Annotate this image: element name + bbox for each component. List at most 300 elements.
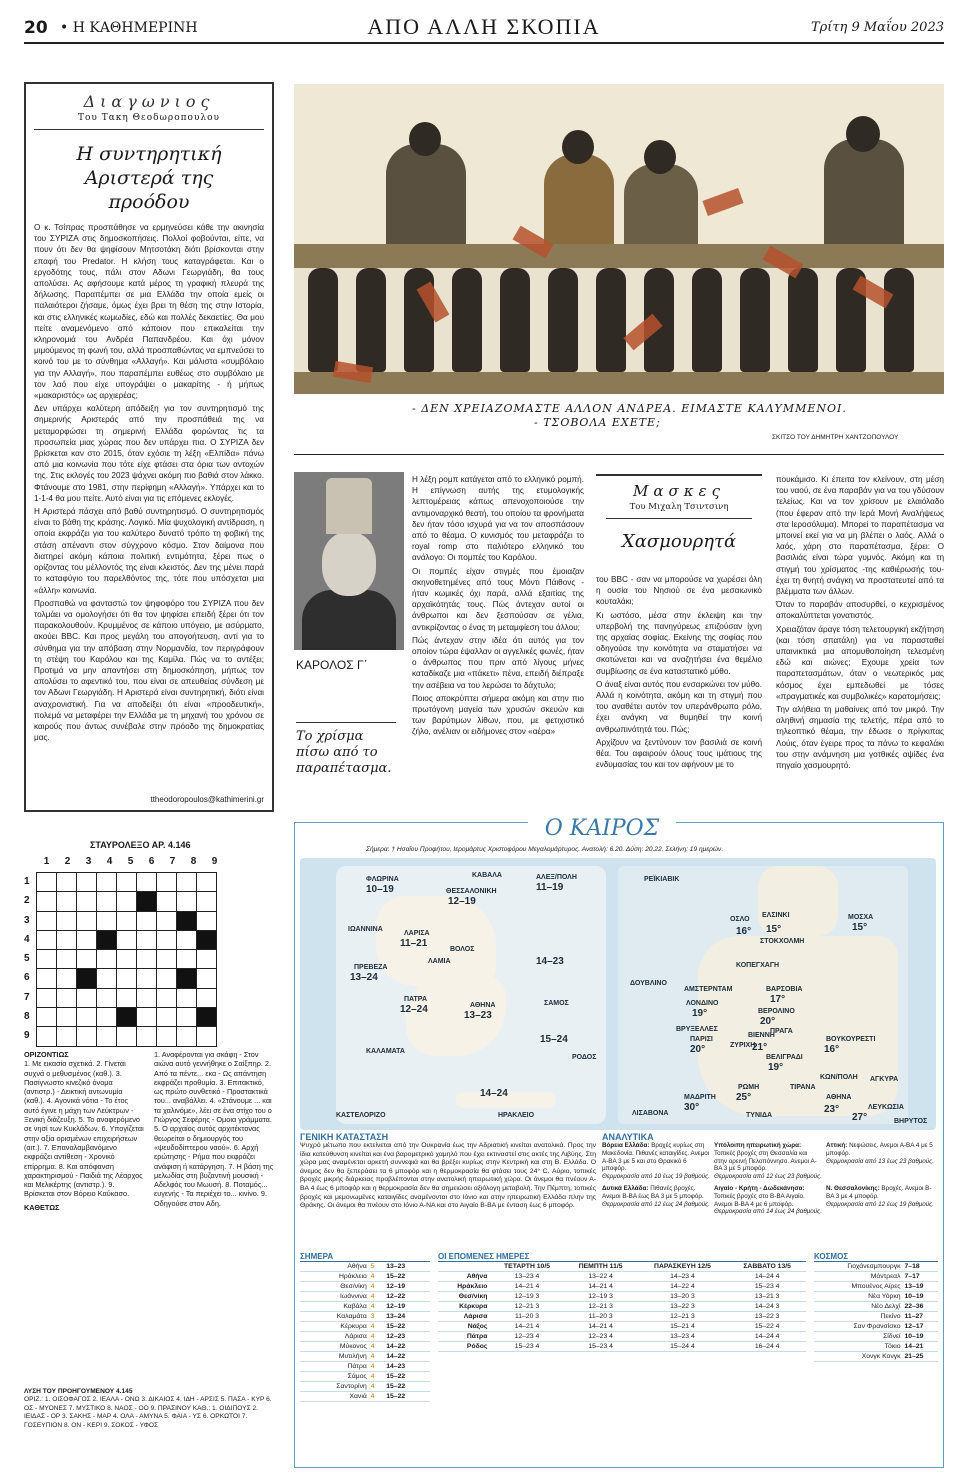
diagonios-column bbox=[24, 82, 274, 812]
day-forecast: 12–19 3 bbox=[565, 1292, 637, 1302]
paragraph: Η λέξη ρομπ κατάγεται από το ελληνικό ρομπή. Η επίγνωση αυτής της ετυμολογικής λεπτομέρειας κάπως απενοχοποιούσε την αντιμοναρχικό θεατή, του οποίου τα φρονήματα δεν ήταν τόσο ισχυρά για να τον αποσπάσουν από το θέαμα. Ο κυνισμός του μεταφράζει το royal romp στο παλιότερο ελληνικό του ανάλογο: Οι πομπές του Καρόλου. bbox=[412, 475, 584, 563]
section-heading: ΑΝΑΛΥΤΙΚΑ bbox=[602, 1132, 654, 1142]
day-header: ΤΕΤΑΡΤΗ 10/5 bbox=[489, 1262, 564, 1272]
world-table bbox=[814, 1252, 938, 1362]
general-situation bbox=[300, 1132, 596, 1211]
city-name: Πάτρα bbox=[438, 1332, 489, 1342]
city-label: ΑΛΕΞ/ΠΟΛΗ bbox=[536, 874, 577, 881]
maskes-body-2 bbox=[776, 474, 944, 773]
day-forecast: 13–22 4 bbox=[565, 1272, 637, 1282]
city-label: ΙΩΑΝΝΙΝΑ bbox=[348, 926, 383, 933]
temperature: 15–22 bbox=[384, 1272, 430, 1282]
day-forecast: 14–24 4 bbox=[728, 1272, 806, 1282]
wind-force: 4 bbox=[369, 1302, 385, 1312]
city-label: ΡΕΪΚΙΑΒΙΚ bbox=[644, 876, 680, 883]
temperature: 12–23 bbox=[384, 1332, 430, 1342]
day-forecast: 13–20 3 bbox=[637, 1292, 729, 1302]
aegean-temp: 14–23 bbox=[536, 956, 564, 967]
temperature: 13–24 bbox=[384, 1312, 430, 1322]
temperature: 10–19 bbox=[903, 1292, 938, 1302]
page-number: 20 bbox=[24, 18, 48, 38]
city-label: ΠΑΤΡΑ bbox=[404, 996, 428, 1003]
temperature: 7–18 bbox=[903, 1262, 938, 1272]
day-header: ΠΕΜΠΤΗ 11/5 bbox=[565, 1262, 637, 1272]
table-row bbox=[814, 1292, 938, 1302]
city-label: ΑΘΗΝΑ bbox=[826, 1094, 852, 1101]
table-row bbox=[438, 1292, 806, 1302]
city-temp: 10–19 bbox=[366, 884, 394, 895]
city-label: ΒΑΡΣΟΒΙΑ bbox=[766, 986, 803, 993]
day-forecast: 16–24 4 bbox=[728, 1342, 806, 1352]
karolos-body bbox=[412, 474, 584, 740]
city-label: ΒΗΡΥΤΟΣ bbox=[894, 1118, 928, 1125]
city-label: ΠΡΑΓΑ bbox=[770, 1028, 793, 1035]
europe-map bbox=[618, 866, 908, 1124]
temperature: 13–19 bbox=[903, 1282, 938, 1292]
table-row bbox=[300, 1302, 430, 1312]
region-temp: Θερμοκρασία από 12 έως 19 βαθμούς. bbox=[826, 1200, 934, 1208]
maskes-header bbox=[596, 474, 762, 552]
pull-quote: Το χρίσμα πίσω από το παραπέτασμα. bbox=[296, 722, 396, 777]
row-number: 6 bbox=[24, 972, 30, 984]
day-forecast: 14–23 4 bbox=[637, 1272, 729, 1282]
paragraph: Η Αριστερά πάσχει από βαθύ συντηρητισμό. Ο συντηρητισμός είναι το βάθη της κράσης. Λογικό. Μία ψυχολογική αντίδραση, η οποία εκφράζει για του καλύτερο δυνατό τρόπο τη φοβική της στάση απέναντι στον σύγχρονο κόσμο. Στον δαίμονα που διατηρεί ακόμη κάποια πολιτική εντιμότητα, ξέρει πως ο ορίζοντας του μέλλοντός της είναι κλειστός. Δεν της μένει παρά το καταφύγιο του παρελθόντος της, τότε που υπόσχεται μια «άλλη» κοινωνία. bbox=[34, 507, 264, 595]
solution-text: ΟΡΙΖ.: 1. ΟΙΣΟΦΑΓΟΣ 2. ΙΕΑΛΑ - ΟΝΩ 3. ΔΙΚΑΙΟΣ 4. ΙΔΗ - ΑΡΣΙΣ 5. ΠΑΣΑ - ΚΥΡ 6. ΟΣ - ΜΥΟΝΕΣ 7. ΜΥΣΤΙΚΟ 8. ΝΑΟΣ - ΟΟ 9. ΠΡΑΣΙΝΟΥ ΚΑΘ.: 1. ΟΙΔΙΠΟΥΣ 2. ΙΕΙΔΑΣ - ΟΡ 3. ΣΑΚΗΣ - ΜΑΡ 4. ΟΛΑ - ΑΜΥΝΑ 5. ΦΑΙΑ - ΥΣ 6. ΟΡΚΩΤΟΙ 7. ΓΟΣΕΥΠΙΟΝ 8. ΟΝ - ΚΕΡΙ 9. ΣΟΚΟΣ - ΥΦΟΣ bbox=[24, 1396, 272, 1429]
col-number: 8 bbox=[190, 856, 197, 867]
paragraph: Κι ωστόσο, μέσα στην έκλειψη και την υπερβολή της πανηγύρεως επιζούσαν ίχνη της αρχαίας σοφίας. Εκείνης της σοφίας που οδηγούσε την κοινότητα να σταματήσει να σκοτώνεται και να αναζητήσει ένα θεμέλιο συμβίωσης σε ένα καταστατικό μύθο. bbox=[596, 610, 762, 676]
col-number: 4 bbox=[106, 856, 113, 867]
city-label: ΠΡΕΒΕΖΑ bbox=[354, 964, 388, 971]
down-title: ΚΑΘΕΤΩΣ bbox=[24, 1202, 60, 1212]
city-name: Αθήνα bbox=[300, 1262, 369, 1272]
city-label: ΚΑΒΑΛΑ bbox=[472, 872, 502, 879]
row-number: 3 bbox=[24, 914, 30, 926]
city-temp: 17° bbox=[770, 994, 786, 1005]
city-temp: 27° bbox=[852, 1112, 868, 1123]
region-temp: Θερμοκρασία από 14 έως 24 βαθμούς. bbox=[714, 1208, 822, 1216]
city-label: ΛΙΣΑΒΟΝΑ bbox=[632, 1110, 669, 1117]
day-forecast: 14–21 4 bbox=[489, 1322, 564, 1332]
paragraph: Πώς άντεχαν στην ιδέα ότι αυτός για τον οποίον τώρα έψαλλαν οι αγγελικές φωνές, ήταν ο άνθρωπος που πριν από λίγους μήνες καταδίκαζε μια «πάκετι» πένα, επειδή διέπραξε την ασέβεια να του λερώσει το δάχτυλο; bbox=[412, 635, 584, 690]
city-label: ΗΡΑΚΛΕΙΟ bbox=[498, 1112, 535, 1119]
day-forecast: 13–23 4 bbox=[637, 1332, 729, 1342]
temperature: 22–36 bbox=[903, 1302, 938, 1312]
wind-force: 4 bbox=[369, 1282, 385, 1292]
temperature: 14–22 bbox=[384, 1352, 430, 1362]
row-number: 5 bbox=[24, 953, 30, 965]
city-label: ΚΩΝ/ΠΟΛΗ bbox=[820, 1074, 858, 1081]
temperature: 11–27 bbox=[903, 1312, 938, 1322]
city-label: ΑΘΗΝΑ bbox=[470, 1002, 496, 1009]
city-label: ΑΓΚΥΡΑ bbox=[870, 1076, 899, 1083]
city-label: ΒΟΥΚΟΥΡΕΣΤΙ bbox=[826, 1036, 876, 1043]
day-forecast: 13–22 3 bbox=[728, 1312, 806, 1322]
city-name: Ρόδος bbox=[438, 1342, 489, 1352]
table-row bbox=[438, 1272, 806, 1282]
wind-force: 4 bbox=[369, 1392, 385, 1402]
city-temp: 12–24 bbox=[400, 1004, 428, 1015]
region-text: Τοπικές βροχές στο Β-ΒΑ Αιγαίο. Ανεμοι Β-ΒΑ 4 με 6 μποφόρ. bbox=[714, 1192, 805, 1208]
temperature: 13–23 bbox=[384, 1262, 430, 1272]
table-row bbox=[438, 1282, 806, 1292]
city-name: Μπουένος Αϊρες bbox=[814, 1282, 903, 1292]
section-title: ΑΠΟ ΑΛΛΗ ΣΚΟΠΙΑ bbox=[367, 14, 601, 39]
cartoon-caption-2: - ΤΣΟΒΟΛΑ ΕΧΕΤΕ; bbox=[534, 416, 661, 429]
table-row bbox=[300, 1292, 430, 1302]
column-byline: Του Μιχαλη Τσιντσινη bbox=[629, 502, 729, 512]
day-forecast: 12–23 4 bbox=[489, 1332, 564, 1342]
city-name: Καβάλα bbox=[300, 1302, 369, 1312]
cartoon-credit: ΣΚΙΤΣΟ ΤΟΥ ΔΗΜΗΤΡΗ ΧΑΝΤΖΟΠΟΥΛΟΥ bbox=[772, 434, 899, 441]
temperature: 21–25 bbox=[903, 1352, 938, 1362]
table-row bbox=[300, 1322, 430, 1332]
table-row bbox=[814, 1302, 938, 1312]
city-temp: 16° bbox=[824, 1044, 840, 1055]
day-forecast: 14–22 4 bbox=[637, 1282, 729, 1292]
crossword-clues bbox=[24, 1050, 274, 1390]
day-forecast: 13–22 3 bbox=[637, 1302, 729, 1312]
city-label: ΦΛΩΡΙΝΑ bbox=[366, 876, 399, 883]
table-row bbox=[814, 1342, 938, 1352]
table-row bbox=[300, 1352, 430, 1362]
table-row bbox=[300, 1342, 430, 1352]
table-row bbox=[300, 1282, 430, 1292]
day-forecast: 14–24 4 bbox=[728, 1332, 806, 1342]
table-row bbox=[300, 1332, 430, 1342]
region-temp: Θερμοκρασία από 10 έως 19 βαθμούς. bbox=[602, 1173, 710, 1181]
temperature: 12–22 bbox=[384, 1292, 430, 1302]
crossword-title: ΣΤΑΥΡΟΛΕΞΟ ΑΡ. 4.146 bbox=[90, 840, 191, 850]
wind-force: 3 bbox=[369, 1312, 385, 1322]
city-label: ΤΙΡΑΝΑ bbox=[790, 1084, 816, 1091]
city-name: Νάξος bbox=[438, 1322, 489, 1332]
city-name: Νέο Δελχί bbox=[814, 1302, 903, 1312]
city-name: Μύκονος bbox=[300, 1342, 369, 1352]
next-days-table bbox=[438, 1252, 806, 1352]
region-name: Υπόλοιπη ηπειρωτική χώρα: bbox=[714, 1142, 802, 1149]
city-name: Σαν Φρανσίσκο bbox=[814, 1322, 903, 1332]
temperature: 7–17 bbox=[903, 1272, 938, 1282]
table-row bbox=[814, 1332, 938, 1342]
row-number: 2 bbox=[24, 895, 30, 907]
table-row bbox=[438, 1322, 806, 1332]
day-header: ΠΑΡΑΣΚΕΥΗ 12/5 bbox=[637, 1262, 729, 1272]
city-name: Θεσ/νίκη bbox=[438, 1292, 489, 1302]
region-name: Βόρεια Ελλάδα: bbox=[602, 1142, 650, 1149]
city-temp: 12–19 bbox=[448, 896, 476, 907]
cartoon-illustration bbox=[294, 84, 944, 394]
city-name: Νέα Υόρκη bbox=[814, 1292, 903, 1302]
city-label: ΒΕΛΙΓΡΑΔΙ bbox=[766, 1054, 803, 1061]
city-temp: 16° bbox=[736, 926, 752, 937]
city-label: ΚΑΣΤΕΛΟΡΙΖΟ bbox=[336, 1112, 386, 1119]
temperature: 12–19 bbox=[384, 1302, 430, 1312]
paragraph: Δεν υπάρχει καλύτερη απόδειξη για τον συντηρητισμό της σημερινής Αριστεράς από την προσπάθειά της να μεταμορφώσει τη σημερινή Ελλάδα φορώντας τις τα προσωπεία μιας χώρας που δεν υπάρχει πια. Ο ΣΥΡΙΖΑ δεν βρίσκεται καν στο 2015, όταν εχόσιε τη λέξη «Ελπίδα» πάνω από μια κοινωνία που τότε είχε φτάσει στα όρια των αντοχών της. Στις εκλογές του 2023 ψάχνει ακόμη πιο βαθιά στον λάκκο. Φτάνουμε στο 1981, στην περίφημη «Αλλαγή». Υπάρχει και το 1-1-4 θα μου πείτε. Αυτό είναι για τις επόμενες εκλογές. bbox=[34, 404, 264, 503]
city-temp: 15° bbox=[852, 922, 868, 933]
temperature: 12–17 bbox=[903, 1322, 938, 1332]
table-row bbox=[438, 1332, 806, 1342]
table-row bbox=[300, 1392, 430, 1402]
region-name: Αττική: bbox=[826, 1142, 848, 1149]
day-header: ΣΑΒΒΑΤΟ 13/5 bbox=[728, 1262, 806, 1272]
region-temp: Θερμοκρασία από 12 έως 24 βαθμούς. bbox=[602, 1200, 710, 1208]
region-forecast bbox=[602, 1142, 710, 1181]
city-temp: 13–24 bbox=[350, 972, 378, 983]
paragraph: Αρχίζουν να ξεντύνουν τον βασιλιά σε κοινή θέα. Του αφαιρούν όλους τους ιμάτιους της ενδυμασίας του και τον αφήνουν με το bbox=[596, 737, 762, 770]
day-forecast: 15–23 4 bbox=[489, 1342, 564, 1352]
table-row bbox=[814, 1272, 938, 1282]
day-forecast: 11–20 3 bbox=[489, 1312, 564, 1322]
city-label: ΚΑΛΑΜΑΤΑ bbox=[366, 1048, 405, 1055]
paragraph: Την αλήθεια τη μαθαίνεις από τον μικρό. Την αληθινή σημασία της τελετής, πέρα από το τηλεοπτικό θέαμα, την έδωσε ο πρίγκιπας Λούις, όταν έγειρε προς τα πάνω το κεφαλάκι του στην ανάμνηση μια γοτθικές αψίδες ένα πηγαίο χασμουρητό. bbox=[776, 705, 944, 771]
city-name: Σαντορίνη bbox=[300, 1382, 369, 1392]
temperature: 14–21 bbox=[903, 1342, 938, 1352]
table-row bbox=[300, 1262, 430, 1272]
general-text: Ψυχρό μέτωπο που εκτείνεται από την Ουκρανία έως την Αδριατική κινείται ανατολικά. Προς την ίδια κατεύθυνση κινείται και ένα βαρομετρικό χαμηλό που έχει εκτιναστεί στις ακτές της Λιβύης. Στη χώρα μας αναμένεται αρκετή συννεφιά και θα βρέξει κυρίως στην Κεντρική και στη Β. Ελλάδα. Ο άνεμος δεν θα ξεπεράσει τα 6 μποφόρ και η θερμοκρασία θα φτάσει τους 24° C. Αύριο, τοπικές βροχές μικρής διάρκειας προβλέπονται στην ανατολική ηπειρωτική χώρα. Οι άνεμοι θα πνέουν Α-ΒΑ 4 έως 6 μποφόρ και η θερμοκρασία δεν θα σημειώσει αξιόλογη μεταβολή. Την Πέμπτη, τοπικές βροχές και μεμονωμένες καταιγίδες αναμένονται στο Ιόνιο και στην ηπειρωτική Ελλάδα πλην της Θράκης. Οι άνεμοι θα πνέουν στο Ιόνιο Α-ΝΑ και στο Αιγαίο Β-ΒΑ με ένταση έως 6 μποφόρ. bbox=[300, 1142, 596, 1210]
section-heading: ΓΕΝΙΚΗ ΚΑΤΑΣΤΑΣΗ bbox=[300, 1132, 389, 1142]
section-heading: ΟΙ ΕΠΟΜΕΝΕΣ ΗΜΕΡΕΣ bbox=[438, 1252, 806, 1262]
region-text: Νεφώσεις. Ανεμοι Α-ΒΑ 4 με 5 μποφόρ. bbox=[826, 1142, 933, 1157]
city-name: Κέρκυρα bbox=[438, 1302, 489, 1312]
crossword-row-numbers bbox=[24, 872, 34, 1046]
wind-force: 5 bbox=[369, 1262, 385, 1272]
row-number: 7 bbox=[24, 991, 30, 1003]
region-name: Αιγαίο - Κρήτη - Δωδεκάνησα: bbox=[714, 1184, 805, 1192]
day-forecast: 15–22 4 bbox=[728, 1322, 806, 1332]
city-temp: 11–21 bbox=[400, 938, 428, 949]
day-forecast: 13–23 4 bbox=[489, 1272, 564, 1282]
weather-title: Ο ΚΑΙΡΟΣ bbox=[528, 816, 676, 841]
paragraph: Οι πομπές είχαν στιγμές που έμοιαζαν σκηνοθετημένες από τους Μόντι Πάιθονς - ήταν κωμικές όχι παρά, αλλά εξαιτίας της αρχαϊκότητάς τους. Πώς άντεχαν αυτοί οι άνθρωποι και δεν ξεσπούσαν σε γέλια, αντικρίζοντας ο ένας τη μεταμφίεση του άλλου; bbox=[412, 566, 584, 632]
temperature: 10–19 bbox=[903, 1332, 938, 1342]
col-number: 5 bbox=[127, 856, 134, 867]
city-name: Μόντρεαλ bbox=[814, 1272, 903, 1282]
city-label: ΑΜΣΤΕΡΝΤΑΜ bbox=[684, 986, 733, 993]
day-forecast: 15–24 4 bbox=[637, 1342, 729, 1352]
col-number: 7 bbox=[169, 856, 176, 867]
region-temp: Θερμοκρασία από 12 έως 23 βαθμούς. bbox=[714, 1173, 822, 1181]
city-temp: 23° bbox=[824, 1104, 840, 1115]
paragraph: του BBC - σαν να μπορούσε να χωρέσει όλη η ουσία του Νησιού σε ένα μεσαιωνικό κουταλάκι; bbox=[596, 575, 762, 607]
city-name: Μυτιλήνη bbox=[300, 1352, 369, 1362]
region-forecast bbox=[602, 1185, 710, 1216]
city-name: Λάρισα bbox=[438, 1312, 489, 1322]
city-temp: 14–24 bbox=[480, 1088, 508, 1099]
cartoon-caption-1: - ΔΕΝ ΧΡΕΙΑΖΟΜΑΣΤΕ ΑΛΛΟΝ ΑΝΔΡΕΑ. ΕΙΜΑΣΤΕ ΚΑΛΥΜΜΕΝΟΙ. bbox=[412, 402, 847, 415]
col-number: 3 bbox=[85, 856, 92, 867]
wind-force: 4 bbox=[369, 1382, 385, 1392]
city-label: ΟΣΛΟ bbox=[730, 916, 750, 923]
city-temp: 20° bbox=[760, 1016, 776, 1027]
wind-force: 4 bbox=[369, 1362, 385, 1372]
row-number: 9 bbox=[24, 1030, 30, 1042]
city-label: ΡΩΜΗ bbox=[738, 1084, 760, 1091]
city-label: ΘΕΣΣΑΛΟΝΙΚΗ bbox=[446, 888, 497, 895]
table-row bbox=[438, 1342, 806, 1352]
table-row bbox=[814, 1282, 938, 1292]
city-temp: 21° bbox=[752, 1042, 768, 1053]
col-number: 9 bbox=[211, 856, 218, 867]
city-name: Χανιά bbox=[300, 1392, 369, 1402]
wind-force: 4 bbox=[369, 1352, 385, 1362]
table-row bbox=[814, 1322, 938, 1332]
city-name: Πεκίνο bbox=[814, 1312, 903, 1322]
city-temp: 30° bbox=[684, 1102, 700, 1113]
temperature: 15–22 bbox=[384, 1392, 430, 1402]
today-table bbox=[300, 1252, 430, 1402]
city-name: Θεσ/νίκη bbox=[300, 1282, 369, 1292]
wind-force: 4 bbox=[369, 1372, 385, 1382]
city-temp: 20° bbox=[690, 1044, 706, 1055]
city-temp: 25° bbox=[736, 1092, 752, 1103]
city-label: ΣΤΟΚΧΟΛΜΗ bbox=[760, 938, 805, 945]
crossword-solution bbox=[24, 1388, 274, 1430]
city-label: ΠΑΡΙΣΙ bbox=[690, 1036, 713, 1043]
city-label: ΜΑΔΡΙΤΗ bbox=[684, 1094, 716, 1101]
temperature: 15–22 bbox=[384, 1322, 430, 1332]
city-temp: 13–23 bbox=[464, 1010, 492, 1021]
city-temp: 19° bbox=[692, 1008, 708, 1019]
column-byline: Του Τακη Θεοδωροπουλου bbox=[77, 113, 221, 123]
crossword-grid[interactable] bbox=[36, 872, 217, 1047]
city-label: ΒΟΛΟΣ bbox=[450, 946, 475, 953]
maskes-body-1 bbox=[596, 574, 762, 772]
section-heading: ΣΗΜΕΡΑ bbox=[300, 1252, 430, 1262]
city-label: ΒΕΡΟΛΙΝΟ bbox=[758, 1008, 795, 1015]
paragraph: Προσπαθώ να φανταστώ τον ψηφοφόρο του ΣΥΡΙΖΑ που δεν τολμάει να ομολογήσει ότι θα τον ψηφίσει επειδή ξέρει ότι τον παρακολουθούν. Κρυμμένος σε κάποιο υπόγειο, με ασύρματο, ακούει BBC. Και προς μεγάλη του απογοήτευση, αντί για το σύνθημα για την απόβαση στην Νορμανδία, τον περιγράφουν τη στέψη του Καρόλου και της Καμίλα. Πώς να το αντέξει; Προτιμά να μην απαντήσει στη δημοσκόπηση, μήπως τον απολύσει το αφεντικό του, που είναι σε απευθείας σύνδεση με τον Αδωνι Γεωργιάδη. Η Αριστερά είναι συντηρητική, διότι είναι αναχρονιστική. Για να αποδείξει ότι είναι «προοδευτική», πολεμά να μεταφέρει την Ελλάδα με τη μηχανή του χρόνου σε καιρούς που άντως συνέβαλε στην πρόοδο της δημοκρατίας μας. bbox=[34, 598, 264, 743]
city-label: ΚΟΠΕΓΧΑΓΗ bbox=[736, 962, 780, 969]
city-name: Χονγκ Κονγκ bbox=[814, 1352, 903, 1362]
table-row bbox=[438, 1302, 806, 1312]
city-name: Σάμος bbox=[300, 1372, 369, 1382]
city-label: ΖΥΡΙΧΗ bbox=[730, 1042, 756, 1049]
row-number: 1 bbox=[24, 876, 30, 887]
corner-cell bbox=[438, 1262, 489, 1272]
table-row bbox=[300, 1382, 430, 1392]
crossword-col-numbers bbox=[36, 856, 225, 867]
paragraph: Όταν το παραβάν αποσυρθεί, ο κεχρισμένος αποκαλύπτεται γονατιστός. bbox=[776, 600, 944, 621]
day-forecast: 12–21 3 bbox=[637, 1312, 729, 1322]
city-name: Ιωάννινα bbox=[300, 1292, 369, 1302]
across-clues: 1. Με εικασία σχετικά. 2. Γίνεται συχνά ο μεθυσμένος (καθ.). 3. Πασίγνωστο κινεζικό όνομα (αντιστρ.) - Δεικτική αντωνυμία (καθ.). 4. Αγονικά νότια - Το έτος αυτό έγινε η μάχη των Λεύκτρων - Ξενική διάζευξη. 5. Το αναφερόμενο σε νησί των Κυκλάδων. 6. Υπογίζεται στην αξία ορισμένων επιχειρήσεων (αιτ.). 7. Επαναλαμβανόμενο εκφράζει αντίθεση - Χρονικό επίρρημα. 8. Και απόφανση χαρακτηρισμού - Παιδιά της Λέαρχος και Μελικέρτης (αντιστρ.). 9. Βρίσκεται στον Βόρειο Καύκασο. bbox=[24, 1059, 144, 1199]
paragraph: Ο άναξ είναι αυτός που ενσαρκώνει τον μύθο. Αλλά η κοινότητα, ακόμη και τη στιγμή που του αναθέτει αυτόν τον υπεράνθρωπο ρόλο, έχει ανάγκη να θυμηθεί την κοινή ανθρωπινότητά του. Πώς; bbox=[596, 679, 762, 734]
city-name: Σίδνεϊ bbox=[814, 1332, 903, 1342]
region-forecast bbox=[826, 1142, 934, 1181]
city-label: ΡΟΔΟΣ bbox=[572, 1054, 597, 1061]
table-row bbox=[300, 1372, 430, 1382]
city-temp: 11–19 bbox=[536, 882, 564, 893]
temperature: 15–22 bbox=[384, 1372, 430, 1382]
paragraph: Χρειαζόταν άραγε τόση τελετουργική εκζήτηση (και τόση σπατάλη) για να παρασταθεί υπαινικτικά μια απομυθοποίηση τελεσμένη εδώ και αιώνες; Εχουμε χρεία των παραπετασμάτων, όταν ο νεωτερικός μας κόσμος έχει εμπεδωθεί με τόσες «πραγματικές και συμβολικές» καρατομήσεις; bbox=[776, 624, 944, 701]
city-name: Καλαμάτα bbox=[300, 1312, 369, 1322]
region-forecast bbox=[714, 1142, 822, 1181]
row-number: 4 bbox=[24, 933, 30, 945]
day-forecast: 12–23 4 bbox=[565, 1332, 637, 1342]
region-forecast bbox=[826, 1185, 934, 1216]
day-forecast: 12–19 3 bbox=[489, 1292, 564, 1302]
city-label: ΛΑΡΙΣΑ bbox=[404, 930, 430, 937]
city-name: Γιοχάνεσμπουργκ bbox=[814, 1262, 903, 1272]
day-forecast: 11–20 3 bbox=[565, 1312, 637, 1322]
day-forecast: 15–21 4 bbox=[637, 1322, 729, 1332]
city-label: ΛΕΥΚΩΣΙΑ bbox=[868, 1104, 904, 1111]
paper-name: • Η ΚΑΘΗΜΕΡΙΝΗ bbox=[60, 20, 198, 36]
region-text: Πιθανές βροχές. Ανεμοι Β-ΒΑ έως ΒΑ 3 με 5 μποφόρ. bbox=[602, 1184, 704, 1200]
region-name: Δυτικά Ελλάδα: bbox=[602, 1184, 649, 1192]
table-row bbox=[300, 1312, 430, 1322]
day-forecast: 14–24 3 bbox=[728, 1302, 806, 1312]
paragraph: πουκάμισο. Κι έπειτα τον κλείνουν, στη μέση του ναού, σε ένα παραβάν για να του γδύσουν τελείως. Και να τον χρίσουν με ελαιόλαδο (που έφεραν από την Ιερά Μονή Αναλήψεως στα Ιεροσόλυμα). Μπορεί το παραπέτασμα να μποινεί εκεί για να μη βλέπει ο λαός. Αλλά ο λαός, χάρη στο παραπέτασμα, ξέρει: Ο βασιλιάς είναι τώρα γυμνός. Ακόμη και τη στιγμή του χρίσματος -της καθιέρωσής του- έχει τη θνητή ανάγκη να προστατευτεί από τα βλέμματα των άλλων. bbox=[776, 475, 944, 597]
table-row bbox=[814, 1262, 938, 1272]
photo-name: ΚΑΡΟΛΟΣ Γ΄ bbox=[296, 658, 368, 672]
column-name: Διαγωνιος bbox=[83, 92, 215, 111]
king-charles-photo bbox=[294, 472, 404, 650]
city-label: ΤΥΝΙΔΑ bbox=[746, 1112, 773, 1119]
weather-maps bbox=[300, 858, 936, 1130]
wind-force: 4 bbox=[369, 1342, 385, 1352]
city-label: ΣΑΜΟΣ bbox=[544, 1000, 569, 1007]
city-name: Ηράκλειο bbox=[300, 1272, 369, 1282]
city-label: ΕΛΣΙΝΚΙ bbox=[762, 912, 790, 919]
city-label: ΒΙΕΝΝΗ bbox=[748, 1032, 775, 1039]
day-forecast: 15–23 4 bbox=[728, 1282, 806, 1292]
region-name: Ν. Θεσσαλονίκης: bbox=[826, 1184, 880, 1192]
wind-force: 4 bbox=[369, 1292, 385, 1302]
city-label: ΜΟΣΧΑ bbox=[848, 914, 874, 921]
region-text: Τοπικές βροχές στη Θεσσαλία και στην ορεινή Πελοπόννησο. Ανεμοι Α-ΒΑ 3 με 5 μποφόρ. bbox=[714, 1149, 817, 1173]
col-number: 1 bbox=[43, 856, 50, 867]
region-temp: Θερμοκρασία από 13 έως 23 βαθμούς. bbox=[826, 1157, 934, 1165]
region-forecast bbox=[714, 1185, 822, 1216]
section-heading: ΚΟΣΜΟΣ bbox=[814, 1252, 938, 1262]
city-name: Λάρισα bbox=[300, 1332, 369, 1342]
region-text: Βροχές κυρίως στη Μακεδονία. Πιθανές καταιγίδες. Ανεμοι Α-ΒΑ 3 με 5 και στο Θρακικό 6 μποφόρ. bbox=[602, 1142, 710, 1173]
author-email[interactable]: ttheodoropoulos@kathimerini.gr bbox=[150, 795, 264, 804]
city-name: Κέρκυρα bbox=[300, 1322, 369, 1332]
city-name: Ηράκλειο bbox=[438, 1282, 489, 1292]
page-header bbox=[24, 0, 944, 44]
temperature: 12–19 bbox=[384, 1282, 430, 1292]
day-forecast: 14–21 4 bbox=[565, 1322, 637, 1332]
article-title: Η συντηρητική Αριστερά της προόδου bbox=[76, 143, 222, 213]
day-forecast: 12–21 3 bbox=[565, 1302, 637, 1312]
table-header-row bbox=[438, 1262, 806, 1272]
table-row bbox=[438, 1312, 806, 1322]
across-title: ΟΡΙΖΟΝΤΙΩΣ bbox=[24, 1050, 69, 1059]
region-text: Βροχές. Ανεμοι Β-ΒΑ 3 με 4 μποφόρ. bbox=[826, 1184, 932, 1200]
day-forecast: 15–23 4 bbox=[565, 1342, 637, 1352]
article-body bbox=[26, 222, 272, 743]
col-number: 6 bbox=[148, 856, 155, 867]
city-name: Πάτρα bbox=[300, 1362, 369, 1372]
col-number: 2 bbox=[64, 856, 71, 867]
day-forecast: 14–21 4 bbox=[489, 1282, 564, 1292]
paragraph: Ο κ. Τσίπρας προσπάθησε να ερμηνεύσει κάθε την ακινησία του ΣΥΡΙΖΑ στις δημοσκοπήσεις. Πολλοί φοβούνται, είπε, να πουν ότι δεν θα ψηφίσουν Μητσοτάκη διότι βρίσκονται στην επαφή του Predator. Η κλήση τους καταγράφεται. Και ο εργοδότης τους, πάλι στον Αδωνι Γεωργιάδη, θα τους απολύσει. Ας αφήσουμε κατά μέρος τη γραφική πλευρά της δήλωσης. Παραπέμπει σε μια Ελλάδα την οποία εμείς οι παλαιότεροι ζήσαμε, όμως έχει βρει τη θέση της στην Ιστορία, και στις ελληνικές κωμωδίες, εδώ και πολλές δεκαετίες. Θα μου πείτε αναμενόμενο από κάποιον που επικαλείται την κληρονομιά του Ανδρέα Παπανδρέου. Και όχι μόνον μιμούμενος τη φωνή του, αλλά προσπαθώντας να εμπνεύσει το κοινό του με το σύνθημα «Αλλαγή». Και μάλιστα «συμβόλαιο για την Αλλαγή», που παραπέμπει ευθέως στο συμβόλαιο με τον λαό που είχε υπογράψει ο μακαρίτης - ή μήπως «μακαριστός» ως αρχιερέας; bbox=[34, 223, 264, 401]
city-name: Τόκιο bbox=[814, 1342, 903, 1352]
article-title: Χασμουρητά bbox=[621, 531, 737, 552]
day-forecast: 13–21 3 bbox=[728, 1292, 806, 1302]
table-row bbox=[814, 1352, 938, 1362]
city-label: ΒΡΥΞΕΛΛΕΣ bbox=[676, 1026, 718, 1033]
table-row bbox=[300, 1272, 430, 1282]
row-number: 8 bbox=[24, 1011, 30, 1023]
temperature: 14–22 bbox=[384, 1342, 430, 1352]
day-forecast: 14–21 4 bbox=[565, 1282, 637, 1292]
wind-force: 4 bbox=[369, 1332, 385, 1342]
analytika bbox=[602, 1132, 938, 1216]
table-row bbox=[814, 1312, 938, 1322]
city-label: ΔΟΥΒΛΙΝΟ bbox=[630, 980, 667, 987]
